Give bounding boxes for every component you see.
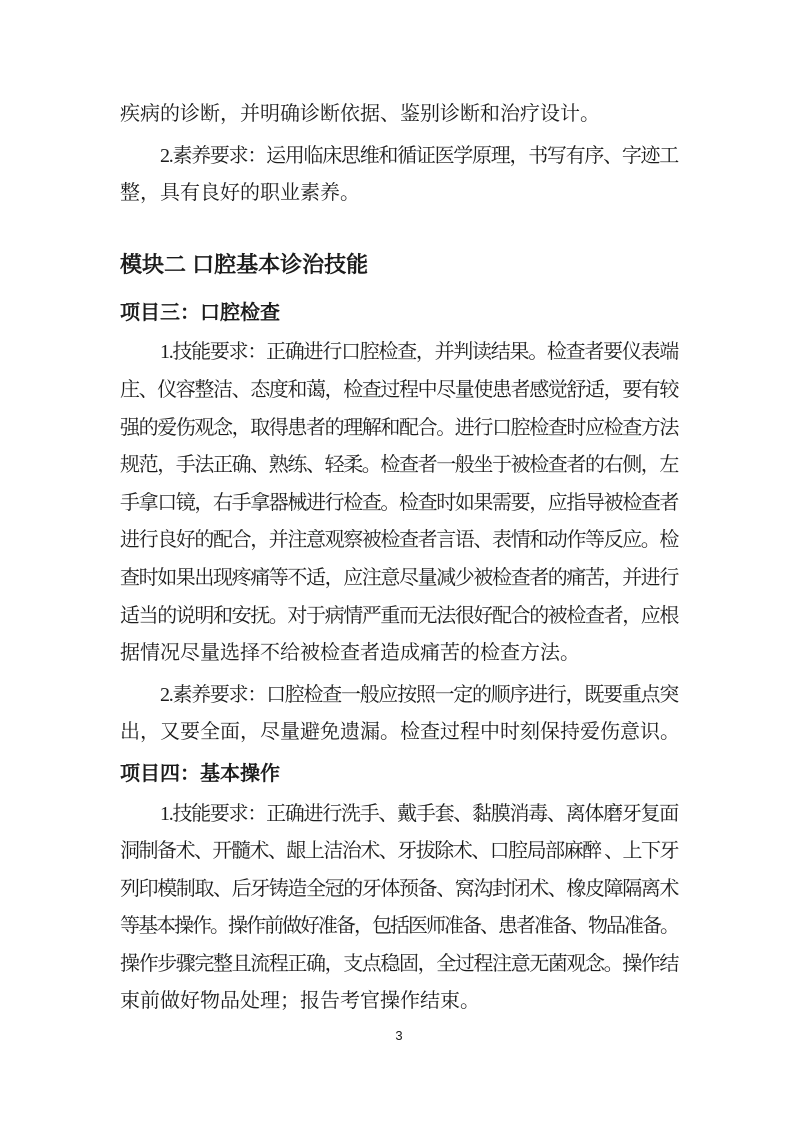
text-line xyxy=(120,138,678,176)
text-line-content: 洞制备术、开髓术、龈上洁治术、牙拔除术、口腔局部麻醉 、上下牙 xyxy=(120,840,678,863)
text-line-content: 出，又要全面，尽量避免遗漏。检查过程中时刻保持爱伤意识。 xyxy=(120,721,680,744)
text-line-content: 查时如果出现疼痛等不适，应注意尽量减少被检查者的痛苦，并进行 xyxy=(120,566,678,589)
text-line-content: 手拿口镜，右手拿器械进行检查。检查时如果需要，应指导被检查者 xyxy=(120,491,678,514)
project-heading: 项目四：基本操作 xyxy=(120,762,280,785)
text-line-content: 操作步骤完整且流程正确，支点稳固，全过程注意无菌观念。操作结 xyxy=(120,952,678,975)
text-line-content: 2.素养要求：口腔检查一般应按照一定的顺序进行，既要重点突 xyxy=(160,683,678,706)
text-line-content: 进行良好的配合，并注意观察被检查者言语、表情和动作等反应。检 xyxy=(120,529,678,552)
text-line xyxy=(120,635,678,673)
paragraph xyxy=(120,96,678,134)
text-line xyxy=(120,96,678,134)
text-line xyxy=(120,871,678,909)
text-line xyxy=(120,372,678,410)
text-line xyxy=(120,714,678,752)
text-line xyxy=(120,677,678,715)
text-line-content: 规范，手法正确、熟练、轻柔。检查者一般坐于被检查者的右侧，左 xyxy=(120,454,678,477)
module-heading: 模块二 口腔基本诊治技能 xyxy=(120,251,369,277)
text-line xyxy=(120,560,678,598)
text-line xyxy=(120,908,678,946)
text-line-content: 等基本操作。操作前做好准备，包括医师准备、患者准备、物品准备。 xyxy=(120,915,678,938)
text-line-content: 强的爱伤观念，取得患者的理解和配合。进行口腔检查时应检查方法 xyxy=(120,416,678,439)
text-line-content: 适当的说明和安抚。对于病情严重而无法很好配合的被检查者，应根 xyxy=(120,604,678,627)
text-line xyxy=(120,175,678,213)
paragraph xyxy=(120,334,678,672)
text-line xyxy=(120,796,678,834)
text-line-content: 整，具有良好的职业素养。 xyxy=(120,182,360,205)
text-line xyxy=(120,983,678,1021)
text-line xyxy=(120,946,678,984)
page-number: 3 xyxy=(395,1028,403,1043)
text-line-content: 2.素养要求：运用临床思维和循证医学原理，书写有序、字迹工 xyxy=(160,144,678,167)
text-line-content: 1.技能要求：正确进行口腔检查，并判读结果。检查者要仪表端 xyxy=(160,341,678,364)
text-line xyxy=(120,485,678,523)
text-line-content: 束前做好物品处理；报告考官操作结束。 xyxy=(120,990,480,1013)
paragraph xyxy=(120,138,678,213)
text-line-content: 疾病的诊断，并明确诊断依据、鉴别诊断和治疗设计。 xyxy=(120,103,600,125)
paragraph xyxy=(120,796,678,1022)
text-line xyxy=(120,598,678,636)
text-line xyxy=(120,522,678,560)
text-line-content: 庄、仪容整洁、态度和蔼，检查过程中尽量使患者感觉舒适，要有较 xyxy=(120,378,678,401)
text-line-content: 列印模制取、后牙铸造全冠的牙体预备、窝沟封闭术、橡皮障隔离术 xyxy=(120,877,678,900)
text-line-content: 1.技能要求：正确进行洗手、戴手套、黏膜消毒、离体磨牙复面 xyxy=(160,802,678,825)
paragraph xyxy=(120,677,678,752)
text-line xyxy=(120,447,678,485)
text-line xyxy=(120,410,678,448)
project-heading: 项目三：口腔检查 xyxy=(120,301,280,324)
text-line-content: 据情况尽量选择不给被检查者造成痛苦的检查方法。 xyxy=(120,642,580,665)
text-line xyxy=(120,334,678,372)
text-line xyxy=(120,833,678,871)
document-content xyxy=(120,96,678,1025)
